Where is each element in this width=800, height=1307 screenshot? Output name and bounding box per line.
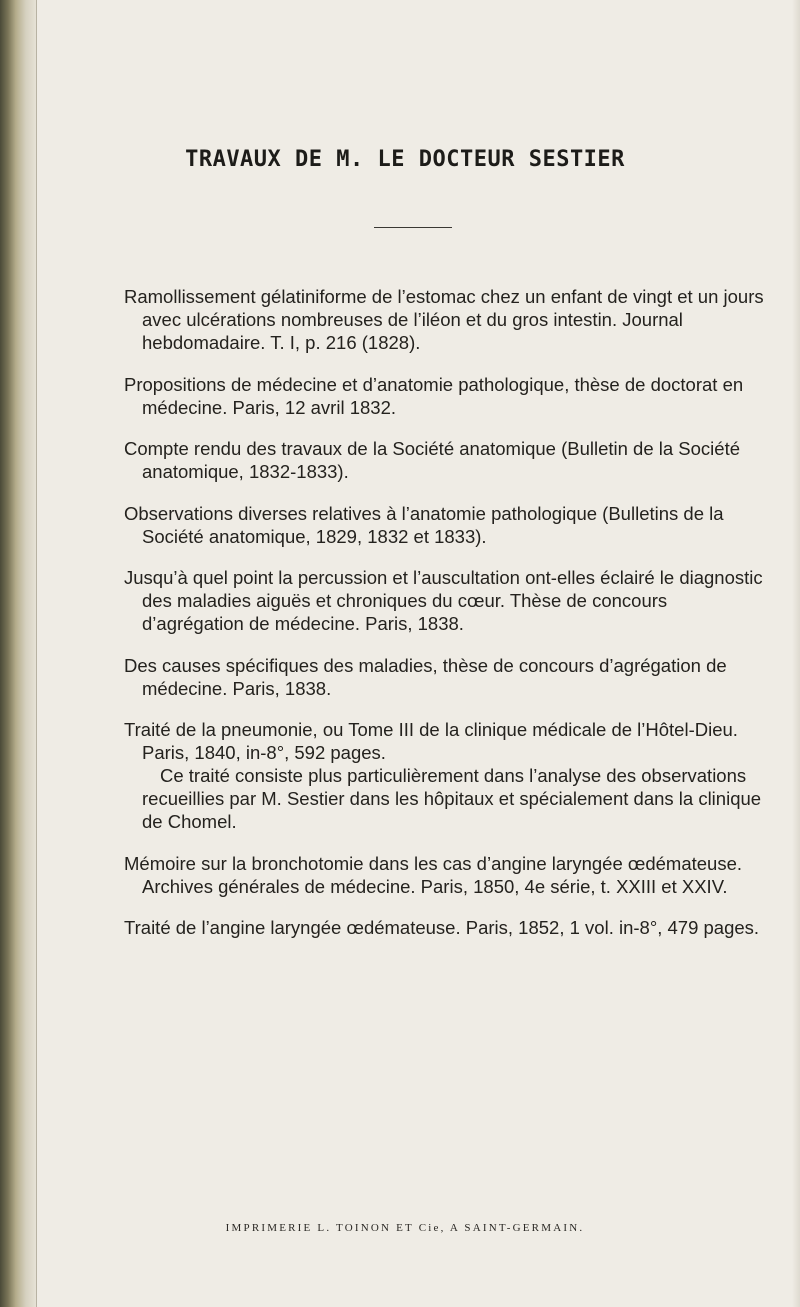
bibliography-entry: Compte rendu des travaux de la Société anatomique (Bulletin de la Société anatomique, 1832-1833). [124, 438, 741, 482]
bibliography-entry: Propositions de médecine et d’anatomie pathologique, thèse de doctorat en médecine. Paris, 12 avril 1832. [124, 373, 744, 418]
bibliography-list [124, 285, 764, 952]
bibliography-entry: Mémoire sur la bronchotomie dans les cas d’angine laryngée œdémateuse. Archives générales de médecine. Paris, 1850, 4e série, t. XXIII et XXIV. [124, 852, 743, 897]
bibliography-entry: Observations diverses relatives à l’anatomie pathologique (Bulletins de la Société anatomique, 1829, 1832 et 1833). [124, 502, 724, 547]
bibliography-entry: Ramollissement gélatiniforme de l’estomac chez un enfant de vingt et un jours avec ulcérations nombreuses de l’iléon et du gros intestin. Journal hebdomadaire. T. I, p. 216 (1828). [124, 286, 764, 353]
book-binding [0, 0, 36, 1307]
bibliography-entry: Traité de l’angine laryngée œdémateuse. Paris, 1852, 1 vol. in-8°, 479 pages. [124, 917, 760, 938]
bibliography-entry: Des causes spécifiques des maladies, thèse de concours d’agrégation de médecine. Paris, 1838. [124, 654, 727, 699]
bibliography-entry: Jusqu’à quel point la percussion et l’auscultation ont-elles éclairé le diagnostic des maladies aiguës et chroniques du cœur. Thèse de concours d’agrégation de médecine. Paris, 1838. [124, 567, 763, 634]
page-gutter-line [36, 0, 37, 1307]
page-edge [792, 0, 800, 1307]
printer-imprint: IMPRIMERIE L. TOINON ET Cie, A SAINT-GERMAIN. [225, 1222, 585, 1234]
bibliography-note: Ce traité consiste plus particulièrement dans l’analyse des observations recueillies par M. Sestier dans les hôpitaux et spécialement dans la clinique de Chomel. [142, 765, 762, 832]
page-title: TRAVAUX DE M. LE DOCTEUR SESTIER [185, 147, 625, 172]
bibliography-entry: Traité de la pneumonie, ou Tome III de la clinique médicale de l’Hôtel-Dieu. Paris, 1840, in-8°, 592 pages. [124, 719, 738, 763]
title-divider [374, 227, 452, 228]
